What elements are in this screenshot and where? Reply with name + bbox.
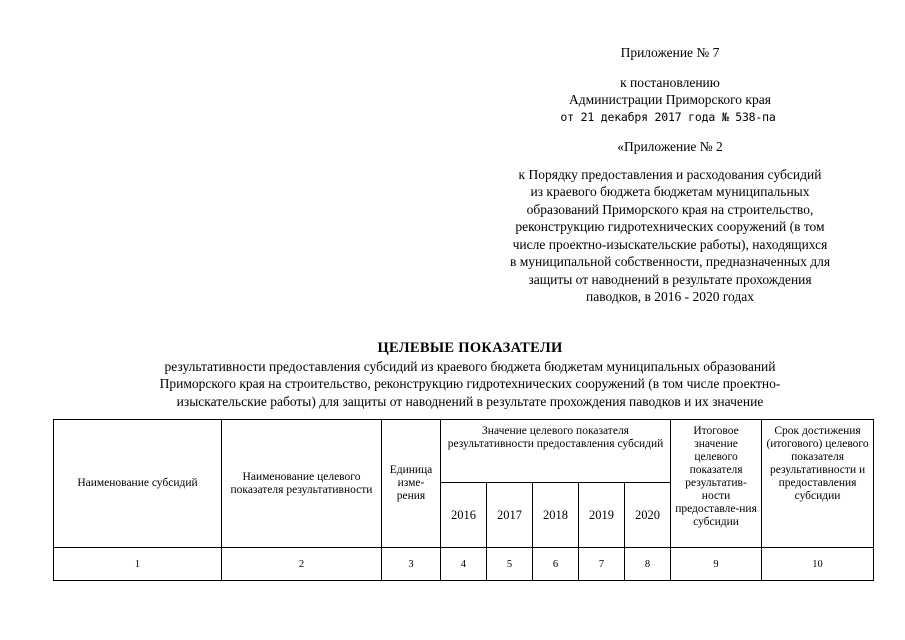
- column-number: 1: [54, 548, 222, 581]
- column-number: 2: [222, 548, 382, 581]
- document-heading: [60, 340, 880, 410]
- order-line: реконструкцию гидротехнических сооружений (в том: [515, 219, 825, 234]
- header-year: 2019: [579, 483, 625, 548]
- header-unit: Единица изме-рения: [382, 420, 441, 548]
- indicators-table: [53, 419, 874, 581]
- order-reference: [470, 166, 870, 306]
- table-header-row: [54, 420, 874, 483]
- subtitle-line: результативности предоставления субсидий из краевого бюджета бюджетам муниципальных образований: [164, 358, 776, 374]
- header-indicator-name: Наименование целевого показателя результативности: [222, 420, 382, 548]
- header-year: 2018: [533, 483, 579, 548]
- resolution-ref: к постановлению: [620, 74, 720, 90]
- column-number: 4: [441, 548, 487, 581]
- order-line: образований Приморского края на строительство,: [526, 201, 814, 217]
- order-line: числе проектно-изыскательские работы), находящихся: [512, 236, 828, 252]
- order-line: паводков, в 2016 - 2020 годах: [585, 289, 755, 304]
- column-number: 8: [625, 548, 671, 581]
- subtitle-line: изыскательские работы) для защиты от наводнений в результате прохождения паводков и их значение: [176, 393, 764, 409]
- appendix-2-ref: «Приложение № 2: [617, 139, 723, 154]
- table-row: [54, 548, 874, 581]
- order-line: к Порядку предоставления и расходования субсидий: [518, 166, 822, 182]
- order-line: из краевого бюджета бюджетам муниципальных: [530, 184, 810, 199]
- column-number: 10: [762, 548, 874, 581]
- subtitle-line: Приморского края на строительство, реконструкцию гидротехнических сооружений (в том числе проектно-: [159, 376, 781, 391]
- appendix-number: Приложение № 7: [620, 45, 720, 60]
- column-number: 3: [382, 548, 441, 581]
- column-number: 9: [671, 548, 762, 581]
- order-line: защиты от наводнений в результате прохождения: [528, 271, 812, 287]
- header-final-value: Итоговое значение целевого показателя результатив-ности предоставле-ния субсидии: [671, 420, 762, 548]
- order-line: в муниципальной собственности, предназначенных для: [509, 254, 831, 269]
- header-year: 2016: [441, 483, 487, 548]
- document-title: ЦЕЛЕВЫЕ ПОКАЗАТЕЛИ: [377, 340, 563, 356]
- column-number: 6: [533, 548, 579, 581]
- resolution-date-stamp: от 21 декабря 2017 года № 538-па: [560, 109, 776, 124]
- column-number: 7: [579, 548, 625, 581]
- administration-name: Администрации Приморского края: [569, 92, 771, 107]
- header-deadline: Срок достижения (итогового) целевого показателя результативности и предоставления субсидии: [762, 420, 874, 548]
- header-year: 2020: [625, 483, 671, 548]
- appendix-header: [470, 44, 870, 306]
- header-subsidy-name: Наименование субсидий: [54, 420, 222, 548]
- header-year: 2017: [487, 483, 533, 548]
- header-value-group: Значение целевого показателя результативности предоставления субсидий: [441, 420, 671, 483]
- column-number: 5: [487, 548, 533, 581]
